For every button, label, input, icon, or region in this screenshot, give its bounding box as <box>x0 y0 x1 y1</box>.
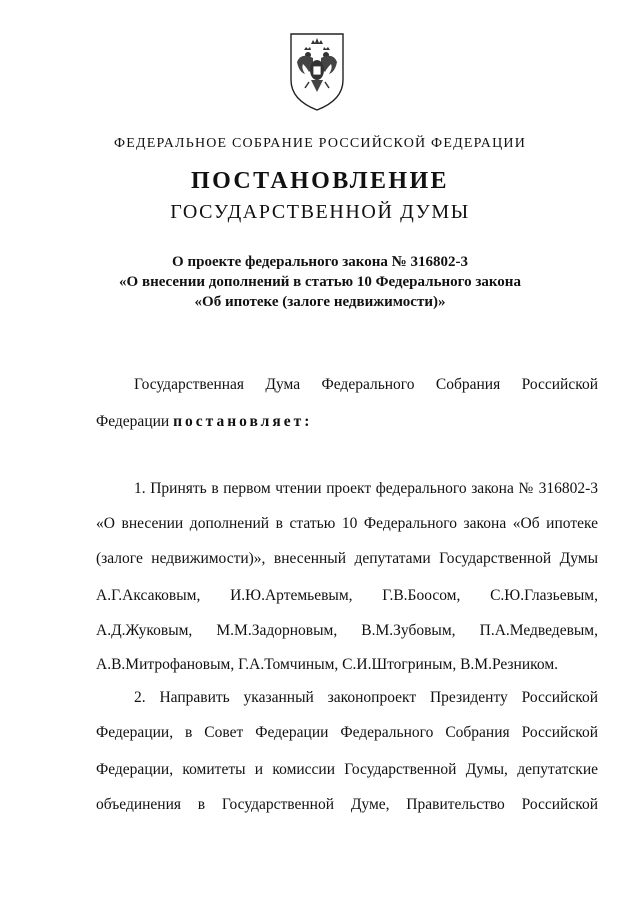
preamble-line <box>96 412 598 432</box>
subject-line: «Об ипотеке (залоге недвижимости)» <box>194 294 446 310</box>
paragraph-line: Федерации, в Совет Федерации Федерального Собрания Российской <box>96 724 598 741</box>
paragraph-line: 1. Принять в первом чтении проект федерального закона № 316802-3 <box>134 480 598 497</box>
coat-of-arms-icon <box>285 28 349 112</box>
paragraph-line: «О внесении дополнений в статью 10 Федерального закона «Об ипотеке <box>96 515 598 532</box>
paragraph-line: Федерации, комитеты и комиссии Государственной Думы, депутатские <box>96 761 598 778</box>
paragraph-line: 2. Направить указанный законопроект Президенту Российской <box>134 689 598 706</box>
issuer: ГОСУДАРСТВЕННОЙ ДУМЫ <box>170 201 470 223</box>
resolves-verb: постановляет: <box>173 413 313 430</box>
paragraph-line: А.Д.Жуковым, М.М.Задорновым, В.М.Зубовым, П.А.Медведевым, <box>96 622 598 639</box>
paragraph-line: А.В.Митрофановым, Г.А.Томчиным, С.И.Штогриным, В.М.Резником. <box>96 656 559 673</box>
paragraph-line: А.Г.Аксаковым, И.Ю.Артемьевым, Г.В.Боосом, С.Ю.Глазьевым, <box>96 587 598 604</box>
subject-line: «О внесении дополнений в статью 10 Федерального закона <box>119 274 521 290</box>
organization-name: ФЕДЕРАЛЬНОЕ СОБРАНИЕ РОССИЙСКОЙ ФЕДЕРАЦИИ <box>113 136 527 151</box>
paragraph-line: (залоге недвижимости)», внесенный депутатами Государственной Думы <box>96 550 598 567</box>
preamble-text: Федерации <box>96 413 174 430</box>
document-type: ПОСТАНОВЛЕНИЕ <box>191 168 449 194</box>
document-subject <box>0 252 640 312</box>
preamble-line: Государственная Дума Федерального Собрания Российской <box>134 376 598 393</box>
subject-line: О проекте федерального закона № 316802-3 <box>172 254 468 270</box>
paragraph-line: объединения в Государственной Думе, Правительство Российской <box>96 796 598 813</box>
